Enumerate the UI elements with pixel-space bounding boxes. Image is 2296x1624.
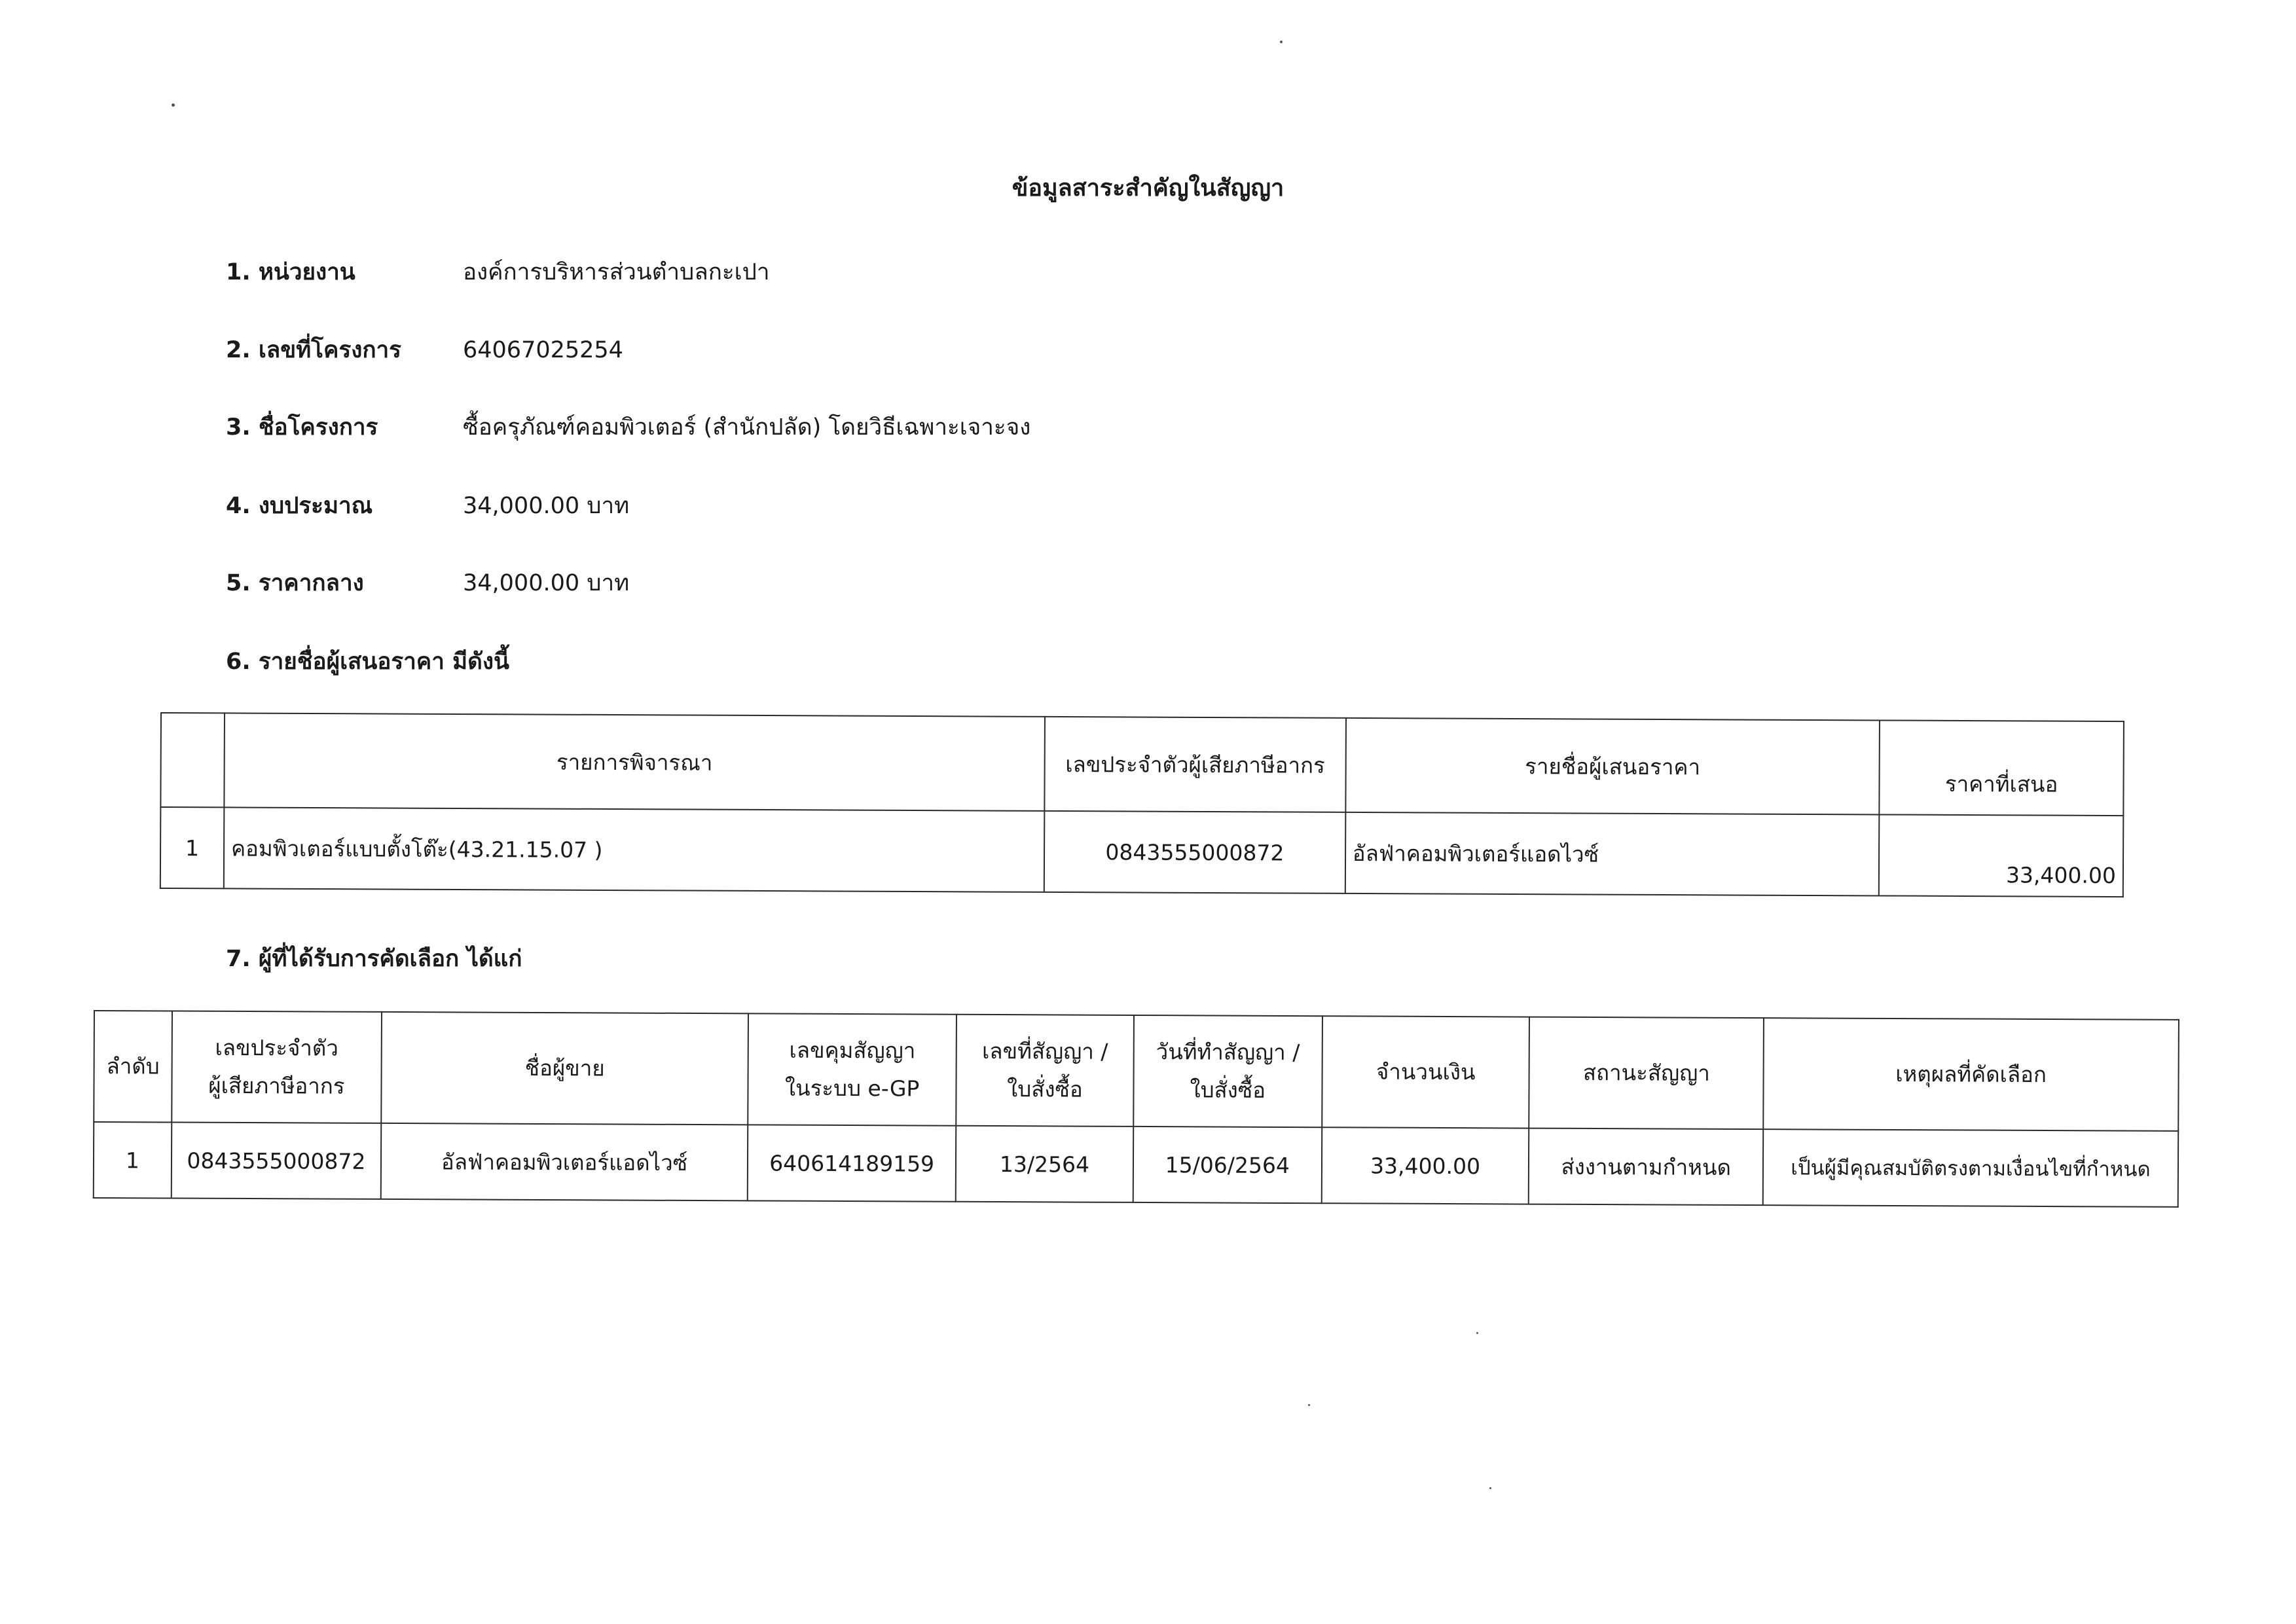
field-project-name	[226, 409, 1030, 445]
contract-number: 13/2564	[956, 1126, 1133, 1202]
header-cell	[172, 1011, 382, 1123]
scan-speck	[172, 103, 175, 107]
header-line: ใบสั่งซื้อ	[1007, 1076, 1083, 1102]
header-cell	[1529, 1017, 1764, 1130]
contract-date: 15/06/2564	[1133, 1127, 1322, 1203]
header-line: เหตุผลที่คัดเลือก	[1895, 1061, 2047, 1088]
bidders-table	[160, 712, 2124, 897]
header-line: สถานะสัญญา	[1582, 1059, 1710, 1086]
section-7-heading: 7. ผู้ที่ได้รับการคัดเลือก ได้แก่	[226, 946, 522, 972]
table-header-row	[160, 713, 2124, 816]
header-line: เลขประจำตัว	[215, 1034, 338, 1061]
bidder-name: อัลฟ่าคอมพิวเตอร์แอดไวซ์	[1345, 812, 1880, 896]
egp-contract-number: 640614189159	[748, 1125, 956, 1201]
tax-id: 0843555000872	[172, 1123, 381, 1199]
item-description: คอมพิวเตอร์แบบตั้งโต๊ะ(43.21.15.07 )	[224, 807, 1045, 892]
header-cell	[1322, 1016, 1529, 1128]
field-value: 34,000.00 บาท	[463, 570, 630, 596]
header-cell	[381, 1012, 748, 1125]
field-label: 3. ชื่อโครงการ	[226, 414, 378, 441]
header-cell: รายการพิจารณา	[224, 713, 1045, 810]
header-cell	[94, 1011, 172, 1123]
table-row	[160, 807, 2124, 897]
header-line: จำนวนเงิน	[1376, 1058, 1476, 1085]
row-index: 1	[94, 1122, 172, 1199]
header-cell	[748, 1013, 957, 1125]
field-budget	[226, 488, 629, 524]
field-value: 64067025254	[463, 337, 623, 363]
scan-speck	[1280, 41, 1283, 43]
field-label: 4. งบประมาณ	[226, 493, 373, 519]
header-cell: ราคาที่เสนอ	[1879, 720, 2123, 816]
header-line: ในระบบ e-GP	[784, 1075, 920, 1102]
winner-table	[93, 1010, 2179, 1208]
bid-price: 33,400.00	[1879, 814, 2123, 897]
header-line: เลขคุมสัญญา	[789, 1037, 916, 1064]
table-header-row	[94, 1011, 2179, 1131]
scan-speck	[1308, 1404, 1310, 1406]
header-line: ชื่อผู้ขาย	[524, 1055, 605, 1081]
field-label: 1. หน่วยงาน	[226, 259, 355, 285]
header-line: ผู้เสียภาษีอากร	[208, 1072, 345, 1099]
header-cell	[1763, 1018, 2179, 1131]
field-value: ซื้อครุภัณฑ์คอมพิวเตอร์ (สำนักปลัด) โดยวิธีเฉพาะเจาะจง	[463, 414, 1031, 441]
header-cell	[160, 713, 225, 807]
selection-reason: เป็นผู้มีคุณสมบัติตรงตามเงื่อนไขที่กำหนด	[1763, 1129, 2178, 1207]
header-cell: เลขประจำตัวผู้เสียภาษีอากร	[1044, 717, 1345, 812]
header-line: เลขที่สัญญา /	[981, 1038, 1108, 1064]
header-line: วันที่ทำสัญญา /	[1156, 1039, 1300, 1066]
field-value: 34,000.00 บาท	[463, 493, 630, 519]
contract-status: ส่งงานตามกำหนด	[1529, 1128, 1763, 1206]
field-agency	[226, 254, 770, 290]
header-line: ใบสั่งซื้อ	[1190, 1077, 1266, 1103]
tax-id: 0843555000872	[1044, 811, 1345, 893]
amount: 33,400.00	[1321, 1127, 1529, 1204]
field-median-price	[226, 565, 629, 601]
table-row	[94, 1122, 2178, 1207]
row-index: 1	[160, 807, 224, 888]
section-6-heading: 6. รายชื่อผู้เสนอราคา มีดังนี้	[226, 649, 509, 675]
header-cell	[1133, 1015, 1322, 1127]
header-line: ลำดับ	[106, 1053, 160, 1079]
field-label: 5. ราคากลาง	[226, 570, 364, 596]
scan-speck	[1489, 1487, 1491, 1489]
seller-name: อัลฟ่าคอมพิวเตอร์แอดไวซ์	[381, 1123, 748, 1200]
header-cell: รายชื่อผู้เสนอราคา	[1345, 718, 1880, 815]
scan-speck	[1476, 1332, 1478, 1334]
field-project-number	[226, 332, 623, 368]
field-value: องค์การบริหารส่วนตำบลกะเปา	[463, 259, 770, 285]
page-title: ข้อมูลสาระสำคัญในสัญญา	[1011, 175, 1285, 202]
field-label: 2. เลขที่โครงการ	[226, 337, 401, 363]
header-cell	[956, 1015, 1134, 1127]
